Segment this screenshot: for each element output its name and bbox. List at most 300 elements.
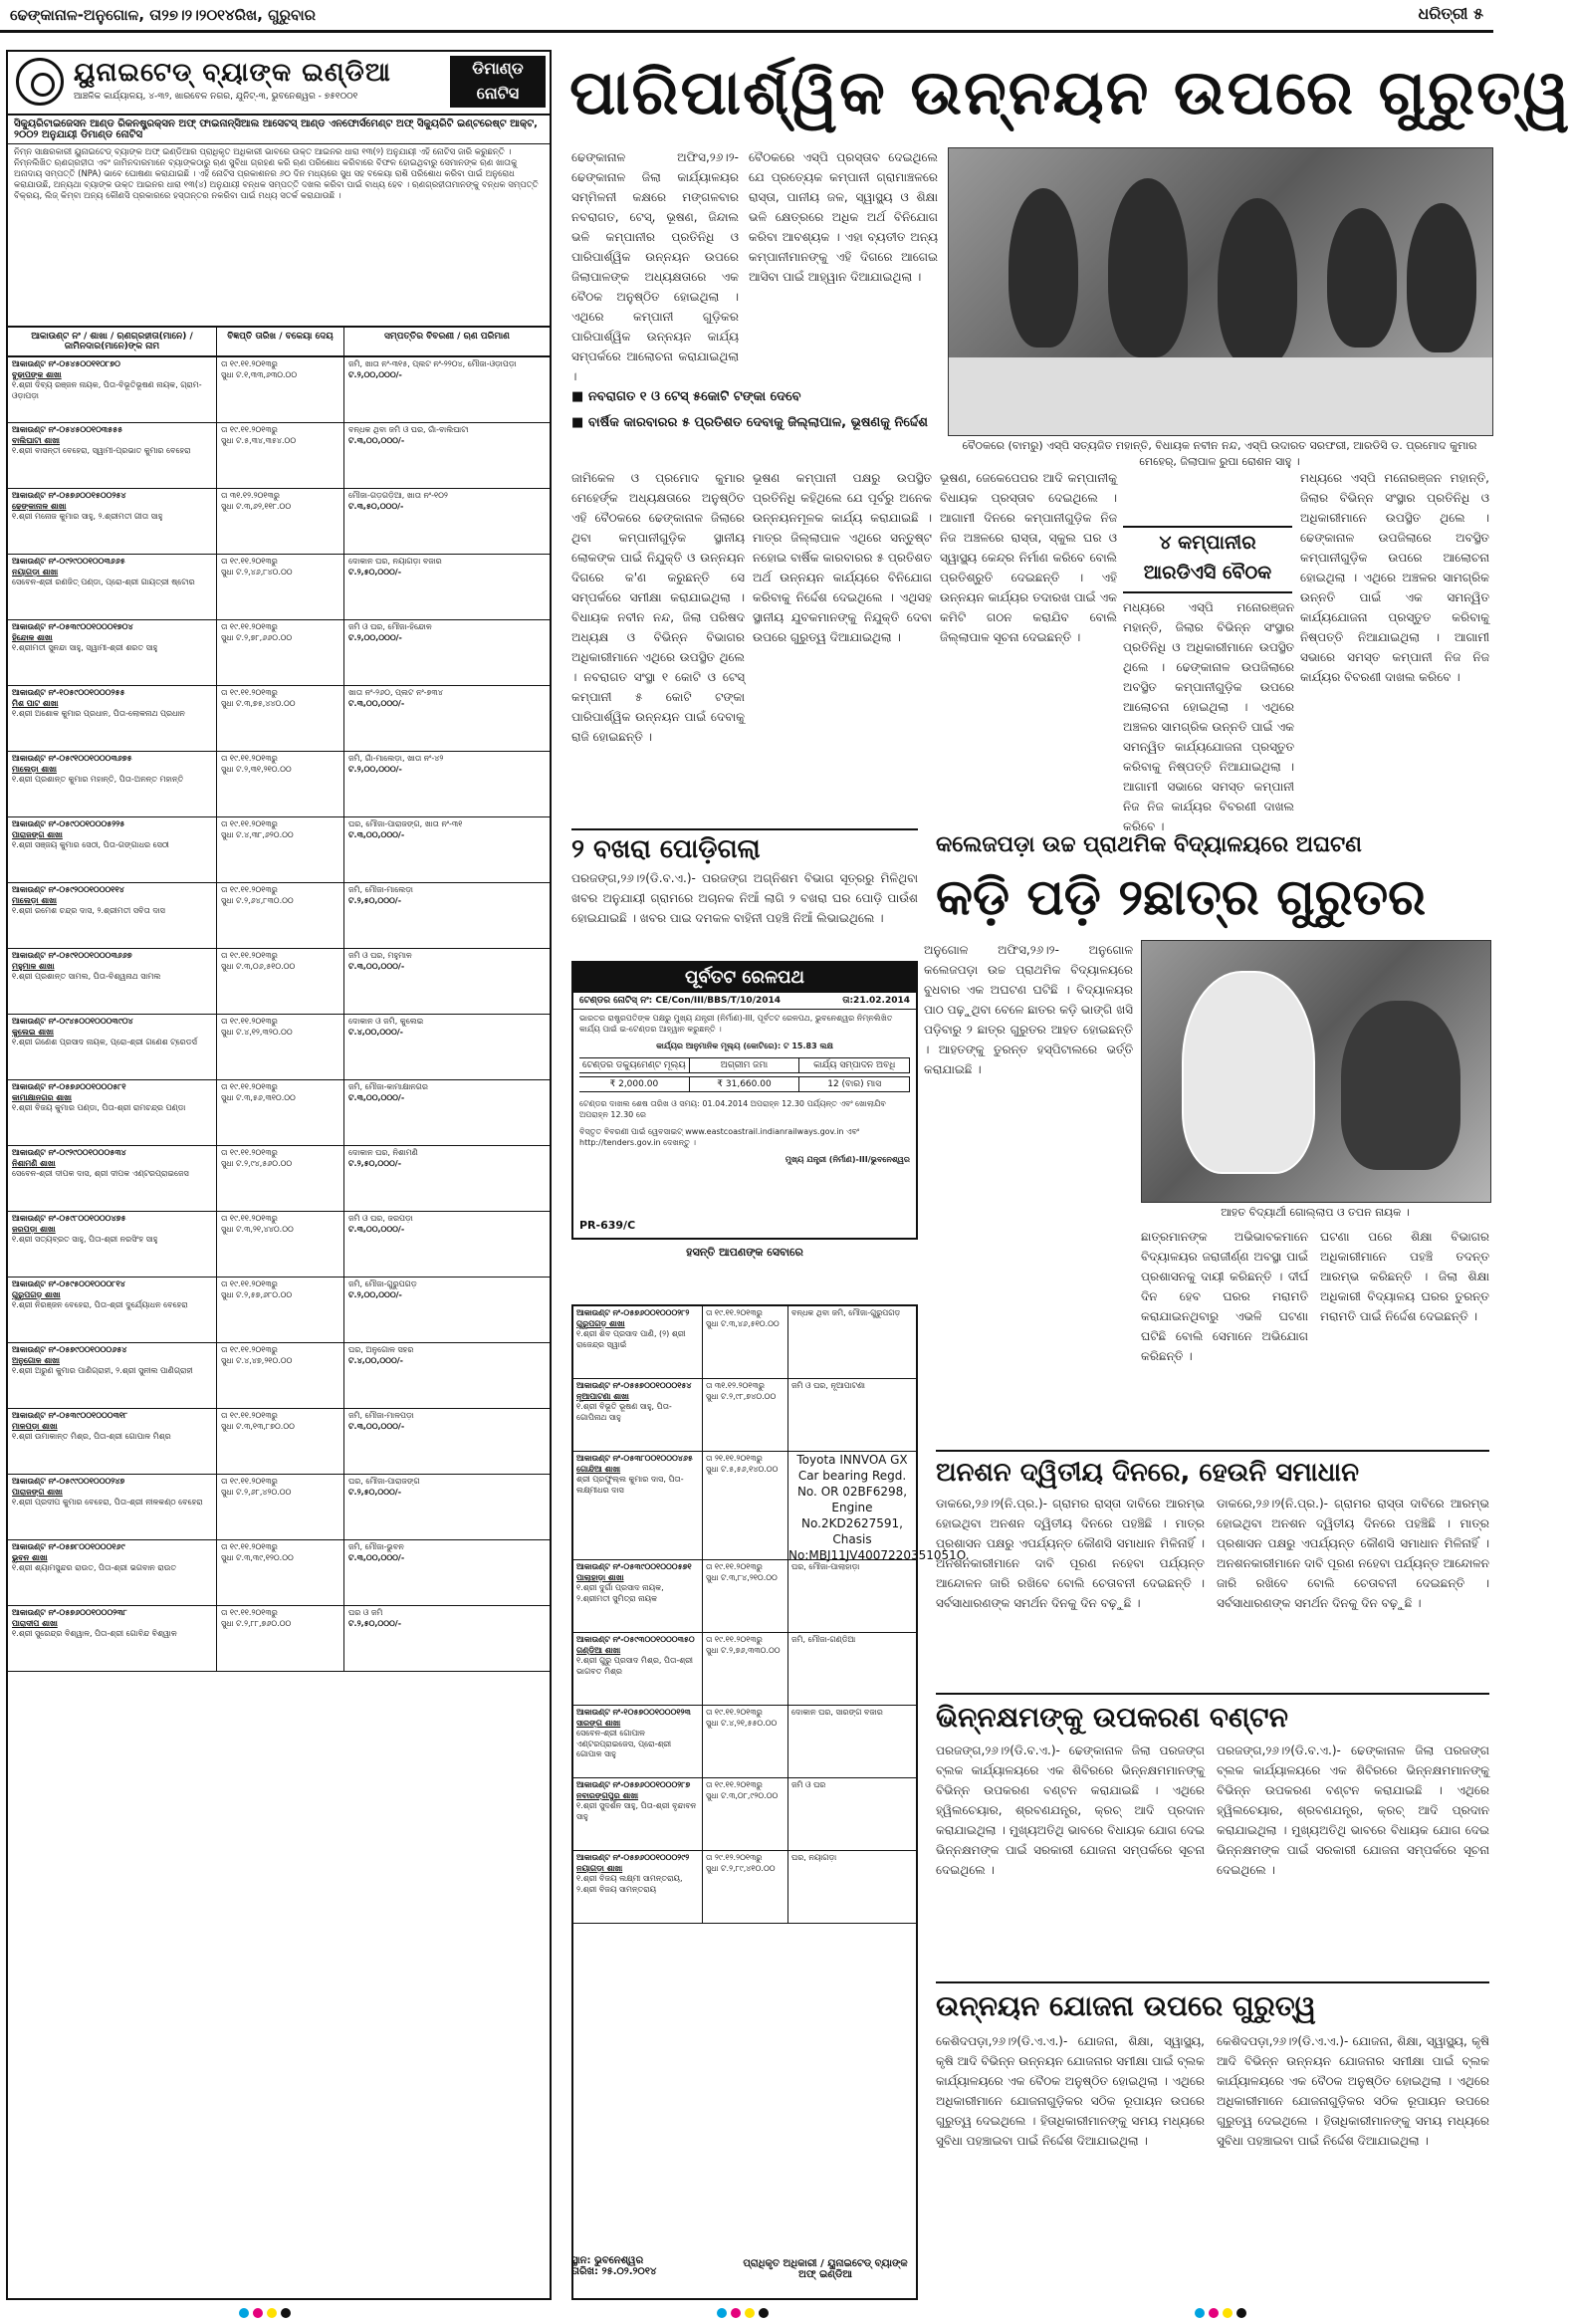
date-cell	[703, 1306, 788, 1378]
property-description: ଜମି, ଖାତା ନଂ-୩୧୫, ପ୍ଲଟ ନଂ-୨୨୦୪, ମୌଜା-ଓଡ଼ାପଡ଼ା	[348, 359, 517, 368]
railway-tender-notice	[571, 961, 918, 1240]
branch-name: ନୟାଗଡ଼ା ଶାଖା	[12, 567, 59, 577]
property-description: ଘର, ନୟାଗଡ଼ା	[791, 1853, 837, 1862]
story-four-company: ମଧ୍ୟରେ ଏସ୍ପି ମନୋରଞ୍ଜନ ମହାନ୍ତି, ଜିଲାର ବିଭିନ୍ନ ସଂସ୍ଥାର ପ୍ରତିନିଧି ଓ ଅଧିକାରୀମାନେ ଉପସ୍ଥିତ ଥିଲେ । ଢେଙ୍କାନାଳ ଉପଜିଲାରେ ଅବସ୍ଥିତ କମ୍ପାନୀଗୁଡ଼ିକ ଉପରେ ଆଲୋଚନା ହୋଇଥିଲା । ଏଥିରେ ଅଞ୍ଚଳର ସାମଗ୍ରିକ ଉନ୍ନତି ପାଇଁ ଏକ ସମନ୍ୱିତ କାର୍ଯ୍ୟଯୋଜନା ପ୍ରସ୍ତୁତ କରିବାକୁ ନିଷ୍ପତ୍ତି ନିଆଯାଇଥିଲା । ଆଗାମୀ ସଭାରେ ସମସ୍ତ କମ୍ପାନୀ ନିଜ ନିଜ କାର୍ଯ୍ୟର ବିବରଣୀ ଦାଖଲ କରିବେ ।	[1300, 471, 1489, 684]
date-cell	[217, 883, 344, 948]
account-cell	[573, 1851, 703, 1923]
account-number: ଆକାଉଣ୍ଟ ନଂ-୦୫୭୮୦୦୧୦୦୦୧୬୯	[12, 1542, 125, 1551]
notice-date: ତା ୩୧.୧୨.୨୦୧୩ରୁ	[221, 491, 280, 500]
tender-signer: ମୁଖ୍ୟ ଯନ୍ତ୍ରୀ (ନିର୍ମାଣ)-III/ଭୁବନେଶ୍ୱର	[785, 1155, 910, 1164]
demand-notice-badge	[450, 56, 546, 108]
notice-table-body	[8, 357, 550, 1672]
account-number: ଆକାଉଣ୍ଟ ନଂ-୦୫୩୯୦୦୧୦୦୦୫୭୧	[576, 1562, 692, 1571]
account-cell	[8, 1343, 217, 1408]
dues-amount: ସୁଧା ଟ.୫,୩୪,୩୫୪.୦୦	[221, 435, 297, 445]
notice-date: ତା ୧୯.୧୧.୨୦୧୩ରୁ	[706, 1562, 763, 1571]
property-cell	[344, 1606, 550, 1671]
notice-date: ତା ୧୯.୧୧.୨୦୧୩ରୁ	[706, 1308, 763, 1317]
account-cell	[573, 1379, 703, 1451]
table-row	[8, 949, 550, 1015]
account-cell	[573, 1560, 703, 1632]
property-description: ଘର, ମୌଜା-ପାଲାହାଡ଼ା	[791, 1562, 860, 1571]
branch-name: ବାଲିଘାଟା ଶାଖା	[12, 435, 61, 445]
notice-date: ତା ୧୯.୧୧.୨୦୧୩ରୁ	[221, 1608, 278, 1617]
account-number: ଆକାଉଣ୍ଟ ନଂ-୦୫୪୫୦୦୧୧୦୮୭୦	[12, 359, 120, 368]
notice-date: ତାରିଖ: ୨୫.୦୨.୨୦୧୪	[571, 2266, 657, 2277]
tender-cell: ଟେଣ୍ଡର ଡକ୍ୟୁମେଣ୍ଟ ମୂଲ୍ୟ	[579, 1058, 690, 1072]
page-header	[0, 0, 1493, 33]
column-header-property: ସମ୍ପତ୍ତିର ବିବରଣୀ / ଋଣ ପରିମାଣ	[384, 332, 510, 342]
account-cell	[8, 423, 217, 488]
property-cell	[344, 357, 550, 422]
account-number: ଆକାଉଣ୍ଟ ନଂ-୦୫୯୦୦୧୦୦୦୫୨୨୫	[12, 819, 125, 828]
notice-date: ତା ୧୯.୧୧.୨୦୧୩ରୁ	[221, 1477, 278, 1486]
borrower-names: ୧.ଶ୍ରୀ ଶିବ ପ୍ରସାଦ ପାଣି, (୨) ଶ୍ରୀ ରାଜେନ୍ଦ୍ର ସ୍ୱାଇଁ	[576, 1329, 686, 1349]
property-cell	[788, 1306, 916, 1378]
table-row	[8, 883, 550, 949]
account-cell	[8, 1080, 217, 1145]
registration-dot	[759, 2308, 769, 2318]
property-cell	[788, 1778, 916, 1850]
loan-amount: ଟ.୩,୦୦,୦୦୦/-	[348, 1092, 405, 1102]
branch-name: ଜରପଡ଼ା ଶାଖା	[12, 1224, 56, 1234]
tender-cost-table-head	[579, 1057, 910, 1073]
loan-amount: ଟ.୩,୦୦,୦୦୦/-	[348, 1224, 405, 1234]
property-cell	[344, 1278, 550, 1342]
date-cell	[217, 1146, 344, 1211]
dues-amount: ସୁଧା ଟ.୨,୮୯,୪୧୦.୦୦	[706, 1863, 776, 1873]
notice-date: ତା ୨୯.୧୨.୨୦୧୩ରୁ	[706, 1853, 763, 1862]
property-cell	[344, 489, 550, 554]
date-cell	[703, 1560, 788, 1632]
loan-amount: ଟ.୩,୫୦,୦୦୦/-	[348, 501, 404, 511]
loan-amount: ଟ.୨,୫୦,୦୦୦/-	[348, 1618, 402, 1628]
branch-name: ଗୁରୁପଗଡ଼ ଶାଖା	[12, 1289, 61, 1299]
disabled-headline: ଭିନ୍ନକ୍ଷମଙ୍କୁ ଉପକରଣ ବଣ୍ଟନ	[936, 1693, 1489, 1735]
disabled-story-col1: ପରଜଙ୍ଗ,୨୬।୨(ଡି.ବ.ଏ.)- ଢେଙ୍କାନାଳ ଜିଲା ପରଜଙ୍ଗ ବ୍ଲକ କାର୍ଯ୍ୟାଳୟରେ ଏକ ଶିବିରରେ ଭିନ୍ନକ୍ଷମମାନଙ୍କୁ ବିଭିନ୍ନ ଉପକରଣ ବଣ୍ଟନ କରାଯାଇଛି । ଏଥିରେ ହ୍ୱିଲଚେୟାର, ଶ୍ରବଣଯନ୍ତ୍ର, କ୍ରଚ୍ ଆଦି ପ୍ରଦାନ କରାଯାଇଥିଲା । ମୁଖ୍ୟଅତିଥି ଭାବରେ ବିଧାୟକ ଯୋଗ ଦେଇ ଭିନ୍ନକ୍ଷମଙ୍କ ପାଇଁ ସରକାରୀ ଯୋଜନା ସମ୍ପର୍କରେ ସୂଚନା ଦେଇଥିଲେ ।	[936, 1743, 1205, 1877]
tender-cost-table-values	[579, 1076, 910, 1092]
borrower-names: ୧.ଶ୍ରୀ ଦିବ୍ୟ ରଞ୍ଜନ ନାୟକ, ପିତା-ବିଭୂତିଭୂଷଣ ନାୟକ, ଗ୍ରାମ-ଓଡ଼ାପଡ଼ା	[12, 380, 202, 400]
date-cell	[703, 1706, 788, 1777]
borrower-names: ସେବେନ-ଶ୍ରୀ ଗୋପାଳ ଏଣ୍ଟରପ୍ରାଇଜେସ, ପ୍ରୋ-ଶ୍ରୀ ଗୋପାଳ ସାହୁ	[576, 1729, 672, 1758]
loan-amount: ଟ.୪,୦୦,୦୦୦/-	[348, 1355, 403, 1365]
dues-amount: ସୁଧା ଟ.୨,୯୪,୫୬୦.୦୦	[221, 1158, 293, 1168]
borrower-names: ଶ୍ରୀ ପ୍ରଫୁଲ୍ଲ କୁମାର ଦାସ, ପିତା-ଲକ୍ଷ୍ମୀଧର ଦାସ	[576, 1475, 684, 1495]
dues-amount: ସୁଧା ଟ.୪,୨୧,୫୫୦.୦୦	[706, 1718, 778, 1728]
account-number: ଆକାଉଣ୍ଟ ନଂ-୦୫୯୨୦୦୧୦୦୦୧୧୪	[12, 885, 124, 894]
property-description: ଦୋକାନ ଘର, ନିଶାମଣି	[348, 1148, 418, 1157]
dues-amount: ସୁଧା ଟ.୩,୭୫,୪୪୦.୦୦	[221, 698, 296, 708]
dues-amount: ସୁଧା ଟ.୩,୦୮,୯୨୦.୦୦	[706, 1790, 779, 1800]
dues-amount: ସୁଧା ଟ.୨,୬୮,୪୨୦.୦୦	[221, 1487, 292, 1497]
bank-demand-notice	[6, 50, 552, 2300]
property-description: ଜମି ଓ ଘର, ଜରପଡ଼ା	[348, 1214, 413, 1223]
branch-name: ଗୋନ୍ଦିଆ ଶାଖା	[576, 1464, 621, 1474]
school-story-cont1: ଛାତ୍ରମାନଙ୍କ ଅଭିଭାବକମାନେ ବିଦ୍ୟାଳୟର ଜରାଜୀର୍ଣ୍ଣ ଅବସ୍ଥା ପାଇଁ ପ୍ରଶାସନକୁ ଦାୟୀ କରିଛନ୍ତି । ଦୀର୍ଘ ଦିନ ହେବ ଘରର ମରାମତି କରାଯାଇନଥିବାରୁ ଏଭଳି ଘଟଣା ଘଟିଛି ବୋଲି ସେମାନେ ଅଭିଯୋଗ କରିଛନ୍ତି ।	[1141, 1230, 1308, 1363]
date-cell	[217, 817, 344, 882]
account-number: ଆକାଉଣ୍ଟ ନଂ-୦୫୭୬୦୦୧୦୦୦୨୮୭	[576, 1780, 691, 1789]
student-figure	[1341, 1001, 1460, 1170]
date-cell	[217, 555, 344, 619]
borrower-names: ୧.ଶ୍ରୀ ଅରୁଣ କୁମାର ପାଣିଗ୍ରାହୀ, ୨.ଶ୍ରୀ ସୁନୀଲ ପାଣିଗ୍ରାହୀ	[12, 1366, 193, 1375]
account-number: ଆକାଉଣ୍ଟ ନଂ-୦୫୩୯୦୦୧୦୦୦୧୭୦୪	[12, 622, 133, 631]
borrower-names: ୧.ଶ୍ରୀ ଗୁରୁ ପ୍ରସାଦ ମିଶ୍ର, ପିତା-ଶ୍ରୀ ଭାଗବତ ମିଶ୍ର	[576, 1656, 693, 1676]
meeting-table	[949, 357, 1492, 435]
tender-cell: କାର୍ଯ୍ୟ ସମ୍ପାଦନ ଅବଧି	[799, 1058, 910, 1072]
borrower-names: ସେବେନ-ଶ୍ରୀ ଦୀପକ ଦାସ, ଶ୍ରୀ ଦୀପକ ଏଣ୍ଟରପ୍ରାଇଜେସ	[12, 1169, 189, 1178]
table-row	[573, 1633, 916, 1706]
branch-name: ମହୁମାଳ ଶାଖା	[12, 961, 55, 971]
dues-amount: ସୁଧା ଟ.୪,୩୮,୬୨୦.୦୦	[221, 829, 294, 839]
table-row	[8, 620, 550, 686]
property-cell	[344, 817, 550, 882]
table-row	[573, 1452, 970, 1562]
injured-students-photo	[1141, 940, 1491, 1203]
fire-headline: ୨ ବଖରା ପୋଡ଼ିଗଲା	[571, 828, 918, 865]
table-row	[8, 357, 550, 423]
tender-deadline: ଟେଣ୍ଡର ଦାଖଲ ଶେଷ ତାରିଖ ଓ ସମୟ: 01.04.2014 ଅପରାହ୍ନ 12.30 ପର୍ଯ୍ୟନ୍ତ ଏବଂ ଖୋଲାଯିବ ଅପରାହ୍ନ 12.30 ରେ	[579, 1099, 886, 1119]
property-description: ଜମି ଓ ଘର, ମହୁମାଳ	[348, 951, 412, 960]
school-headline: କଡ଼ି ପଡ଼ି ୨ଛାତ୍ର ଗୁରୁତର	[936, 868, 1427, 926]
date-cell	[217, 489, 344, 554]
notice-table-header	[8, 328, 550, 357]
account-cell	[8, 1212, 217, 1277]
table-row	[8, 1475, 550, 1540]
branch-name: ମିଶ ପାଟ ଶାଖା	[12, 698, 59, 708]
notice-date: ତା ୧୯.୧୧.୨୦୧୩ରୁ	[221, 754, 278, 763]
account-cell	[8, 555, 217, 619]
development-story-col1: କେଶିଦପଡ଼ା,୨୬।୨(ଡି.ଏ.ଏ.)- ଯୋଜନା, ଶିକ୍ଷା, ସ୍ୱାସ୍ଥ୍ୟ, କୃଷି ଆଦି ବିଭିନ୍ନ ଉନ୍ନୟନ ଯୋଜନାର ସମୀକ୍ଷା ପାଇଁ ବ୍ଲକ କାର୍ଯ୍ୟାଳୟରେ ଏକ ବୈଠକ ଅନୁଷ୍ଠିତ ହୋଇଥିଲା । ଏଥିରେ ଅଧିକାରୀମାନେ ଯୋଜନାଗୁଡ଼ିକର ସଠିକ ରୂପାୟନ ଉପରେ ଗୁରୁତ୍ୱ ଦେଇଥିଲେ । ହିତାଧିକାରୀମାନଙ୍କୁ ସମୟ ମଧ୍ୟରେ ସୁବିଧା ପହଞ୍ଚାଇବା ପାଇଁ ନିର୍ଦ୍ଦେଶ ଦିଆଯାଇଥିଲା ।	[936, 2034, 1205, 2148]
railway-title: ପୂର୍ବତଟ ରେଳପଥ	[573, 963, 916, 993]
account-number: ଆକାଉଣ୍ଟ ନଂ-୦୫୯୩୦୦୧୦୦୦୩୫୦	[576, 1635, 695, 1644]
dues-amount: ସୁଧା ଟ.୨,୭୬,୩୩୦.୦୦	[706, 1645, 781, 1655]
account-number: ଆକାଉଣ୍ଟ ନଂ-୦୫୭୬୦୦୧୫୦୦୨୫୪	[12, 491, 126, 500]
borrower-names: ୧.ଶ୍ରୀ ପ୍ରଦୀପ କୁମାର ବେହେରା, ପିତା-ଶ୍ରୀ ନୀଳକଣ୍ଠ ବେହେରା	[12, 1498, 203, 1507]
table-row	[8, 817, 550, 883]
hunger-story-col2: ଡାକରେ,୨୬।୨(ନି.ପ୍ର.)- ଗ୍ରାମର ରାସ୍ତା ଦାବିରେ ଆରମ୍ଭ ହୋଇଥିବା ଅନଶନ ଦ୍ୱିତୀୟ ଦିନରେ ପହଞ୍ଚିଛି । ମାତ୍ର ପ୍ରଶାସନ ପକ୍ଷରୁ ଏପର୍ଯ୍ୟନ୍ତ କୌଣସି ସମାଧାନ ମିଳିନାହିଁ । ଅନଶନକାରୀମାନେ ଦାବି ପୂରଣ ନହେବା ପର୍ଯ୍ୟନ୍ତ ଆନ୍ଦୋଳନ ଜାରି ରଖିବେ ବୋଲି ଚେତାବନୀ ଦେଇଛନ୍ତି । ସର୍ବସାଧାରଣଙ୍କ ସମର୍ଥନ ଦିନକୁ ଦିନ ବଢ଼ୁଛି ।	[1217, 1497, 1489, 1610]
date-cell	[217, 1475, 344, 1539]
dues-amount: ସୁଧା ଟ.୩,୮୪,୨୧୦.୦୦	[706, 1572, 778, 1582]
table-row	[8, 1080, 550, 1146]
table-row	[573, 1379, 916, 1452]
registration-dot	[253, 2308, 263, 2318]
tender-pr-number: PR-639/C	[579, 1219, 636, 1232]
property-description: ଜମି ଓ ଘର, ମୌଜା-ହିନ୍ଦୋଳ	[348, 622, 432, 631]
main-headline: ପାରିପାର୍ଶ୍ୱିକ ଉନ୍ନୟନ ଉପରେ ଗୁରୁତ୍ୱ	[569, 56, 1571, 128]
registration-dot	[1223, 2308, 1233, 2318]
account-number: ଆକାଉଣ୍ଟ ନଂ-୦୫୯୧୦୦୧୦୦୦୩୬୭୫	[12, 754, 132, 763]
date-cell	[217, 1015, 344, 1079]
notice-date: ତା ୧୯.୧୧.୨୦୧୩ରୁ	[221, 622, 278, 631]
loan-amount: ଟ.୩,୦୦,୦୦୦/-	[348, 961, 405, 971]
person-figure	[1108, 178, 1188, 357]
tender-cell: ଅଗ୍ରୀମ ଜମା	[690, 1058, 800, 1072]
property-description: ବନ୍ଧକ ଥିବା ଜମି ଓ ଘର, ଗାଁ-ବାଲିଘାଟା	[348, 425, 469, 434]
borrower-names: ସେବେନ-ଶ୍ରୀ ରଣଜିତ୍ ପଣ୍ଡା, ପ୍ରୋ-ଶ୍ରୀ ଗାୟତ୍ରୀ ଷ୍ଟୋର	[12, 578, 195, 586]
property-description: ଜମି, ଗାଁ-ମାଲେଡ଼ା, ଖାତା ନଂ-୪୨	[348, 754, 444, 763]
notice-subtitle: ସିକ୍ୟୁରିଟାଇଜେସନ ଆଣ୍ଡ ରିକନଷ୍ଟ୍ରକ୍ସନ ଅଫ୍ ଫାଇନାନ୍ସିଆଲ ଆସେଟସ୍ ଆଣ୍ଡ ଏନଫୋର୍ସମେଣ୍ଟ ଅଫ୍ ସିକ୍ୟୁରିଟି ଇଣ୍ଟରେଷ୍ଟ ଆକ୍ଟ, ୨୦୦୨ ଅନୁଯାୟୀ ଡିମାଣ୍ଡ ନୋଟିସ	[8, 116, 550, 144]
person-figure	[1327, 208, 1397, 348]
person-figure	[1218, 198, 1297, 367]
dues-amount: ସୁଧା ଟ.୨,୪୬,୮୪୦.୦୦	[221, 567, 293, 577]
dues-amount: ସୁଧା ଟ.୨,୮୮,୭୬୦.୦୦	[221, 1618, 292, 1628]
property-description: ଜମି, ମୌଜା-ମାଲେଡ଼ା	[348, 885, 413, 894]
story-main-cont2: ଭୂଷଣ କମ୍ପାନୀ ପକ୍ଷରୁ ଉପସ୍ଥିତ ପ୍ରତିନିଧି କହିଥିଲେ ଯେ ପୂର୍ବରୁ ଅନେକ ଉନ୍ନୟନମୂଳକ କାର୍ଯ୍ୟ କରାଯାଇଛି । ମାତ୍ର ଜିଲ୍ଲାପାଳ ଏଥିରେ ସନ୍ତୁଷ୍ଟ ନହୋଇ ବାର୍ଷିକ କାରବାରର ୫ ପ୍ରତିଶତ ଅର୍ଥ ଉନ୍ନୟନ କାର୍ଯ୍ୟରେ ବିନିଯୋଗ କରିବାକୁ ନିର୍ଦ୍ଦେଶ ଦେଇଥିଲେ । ଏଥିସହ ସ୍ଥାନୀୟ ଯୁବକମାନଙ୍କୁ ନିଯୁକ୍ତି ଦେବା ଉପରେ ଗୁରୁତ୍ୱ ଦିଆଯାଇଥିଲା ।	[753, 471, 932, 644]
borrower-names: ୧.ଶ୍ରୀ ଗଣେଶ ପ୍ରସାଦ ନାୟକ, ପ୍ରୋ-ଶ୍ରୀ ଗଣେଶ ଟ୍ରେଡର୍ସ	[12, 1038, 197, 1046]
registration-dot	[267, 2308, 277, 2318]
tender-work-cost: କାର୍ଯ୍ୟର ଆନୁମାନିକ ମୂଲ୍ୟ (କୋଟିରେ): ଟ 15.83 ଲକ୍ଷ	[656, 1042, 833, 1050]
notice-header	[8, 52, 550, 116]
branch-name: ପାଲାହାଡ଼ା ଶାଖା	[576, 1572, 624, 1582]
dues-amount: ସୁଧା ଟ.୪,୪୭,୨୧୦.୦୦	[221, 1355, 293, 1365]
property-description: ଜମି, ମୌଜା-ମାଳପଡ଼ା	[348, 1411, 414, 1420]
account-number: ଆକାଉଣ୍ଟ ନଂ-୦୫୭୬୦୦୧୦୦୦୨୯୨	[576, 1853, 690, 1862]
property-description: ଜମି, ମୌଜା-ଗୁରୁପଗଡ଼	[348, 1279, 417, 1288]
account-cell	[8, 1015, 217, 1079]
borrower-names: ୧.ଶ୍ରୀ ରମେଶ ଚନ୍ଦ୍ର ଦାସ, ୨.ଶ୍ରୀମତୀ ସବିତା ଦାସ	[12, 906, 165, 915]
property-cell	[344, 1080, 550, 1145]
account-number: ଆକାଉଣ୍ଟ ନଂ-୦୫୯୯୦୦୧୦୦୦୨୪୭	[12, 1477, 125, 1486]
story-main-col2: ବୈଠକରେ ଏସ୍ପି ପ୍ରସ୍ତାବ ଦେଇଥିଲେ ଯେ ପ୍ରତ୍ୟେକ କମ୍ପାନୀ ଗ୍ରାମାଞ୍ଚଳରେ ରାସ୍ତା, ପାନୀୟ ଜଳ, ସ୍ୱାସ୍ଥ୍ୟ ଓ ଶିକ୍ଷା ଭଳି କ୍ଷେତ୍ରରେ ଅଧିକ ଅର୍ଥ ବିନିଯୋଗ କରିବା ଆବଶ୍ୟକ । ଏହା ବ୍ୟତୀତ ଅନ୍ୟ କମ୍ପାନୀମାନଙ୍କୁ ଏହି ଦିଗରେ ଆଗେଇ ଆସିବା ପାଇଁ ଆହ୍ୱାନ ଦିଆଯାଇଥିଲା ।	[749, 150, 938, 284]
borrower-names: ୧.ଶ୍ରୀ ବାସନ୍ତୀ ବେହେରା, ସ୍ୱାମୀ-ପ୍ରଭାତ କୁମାର ବେହେରା	[12, 446, 191, 455]
account-number: ଆକାଉଣ୍ଟ ନଂ-୦୯୨୯୦୦୧୦୦୩୬୬୫	[12, 557, 125, 566]
dues-amount: ସୁଧା ଟ.୩,୩୯,୧୨୦.୦୦	[221, 1552, 294, 1562]
tender-cell: ₹ 2,000.00	[579, 1077, 690, 1091]
account-cell	[8, 883, 217, 948]
story-main-col1: ଢେଙ୍କାନାଳ ଅଫିସ,୨୬।୨- ଢେଙ୍କାନାଳ ଜିଲା କାର୍ଯ୍ୟାଳୟର ସମ୍ମିଳନୀ କକ୍ଷରେ ମଙ୍ଗଳବାର ନବରାଗତ, ଟେସ୍, ଭୂଷଣ, ଜିନ୍ଦାଲ ଭଳି କମ୍ପାନୀର ପ୍ରତିନିଧି ଓ ପାରିପାର୍ଶ୍ୱିକ ଉନ୍ନୟନ ଉପରେ ଜିଲାପାଳଙ୍କ ଅଧ୍ୟକ୍ଷତାରେ ଏକ ବୈଠକ ଅନୁଷ୍ଠିତ ହୋଇଥିଲା । ଏଥିରେ କମ୍ପାନୀ ଗୁଡ଼ିକର ପାରିପାର୍ଶ୍ୱିକ ଉନ୍ନୟନ କାର୍ଯ୍ୟ ସମ୍ପର୍କରେ ଆଲୋଚନା କରାଯାଇଥିଲା ।	[571, 150, 739, 383]
dues-amount: ସୁଧା ଟ.୨,୫୭,୬୮୦.୦୦	[221, 1289, 293, 1299]
property-cell	[788, 1633, 916, 1705]
dues-amount: ସୁଧା ଟ.୨,୯୮,୭୪୦.୦୦	[706, 1391, 777, 1401]
school-story-cont2: ଘଟଣା ପରେ ଶିକ୍ଷା ବିଭାଗର ଅଧିକାରୀମାନେ ପହଞ୍ଚି ତଦନ୍ତ ଆରମ୍ଭ କରିଛନ୍ତି । ଜିଲା ଶିକ୍ଷା ଅଧିକାରୀ ବିଦ୍ୟାଳୟ ଘରର ତୁରନ୍ତ ମରାମତି ପାଇଁ ନିର୍ଦ୍ଦେଶ ଦେଇଛନ୍ତି ।	[1320, 1230, 1489, 1323]
hunger-story-col1: ଡାକରେ,୨୬।୨(ନି.ପ୍ର.)- ଗ୍ରାମର ରାସ୍ତା ଦାବିରେ ଆରମ୍ଭ ହୋଇଥିବା ଅନଶନ ଦ୍ୱିତୀୟ ଦିନରେ ପହଞ୍ଚିଛି । ମାତ୍ର ପ୍ରଶାସନ ପକ୍ଷରୁ ଏପର୍ଯ୍ୟନ୍ତ କୌଣସି ସମାଧାନ ମିଳିନାହିଁ । ଅନଶନକାରୀମାନେ ଦାବି ପୂରଣ ନହେବା ପର୍ଯ୍ୟନ୍ତ ଆନ୍ଦୋଳନ ଜାରି ରଖିବେ ବୋଲି ଚେତାବନୀ ଦେଇଛନ୍ତି । ସର୍ବସାଧାରଣଙ୍କ ସମର୍ଥନ ଦିନକୁ ଦିନ ବଢ଼ୁଛି ।	[936, 1497, 1205, 1610]
tender-intro: ଭାରତର ରାଷ୍ଟ୍ରପତିଙ୍କ ପକ୍ଷରୁ ମୁଖ୍ୟ ଯନ୍ତ୍ରୀ (ନିର୍ମାଣ)-III, ପୂର୍ବତଟ ରେଳପଥ, ଭୁବନେଶ୍ୱର ନିମ୍ନଲିଖିତ କାର୍ଯ୍ୟ ପାଇଁ ଇ-ଟେଣ୍ଡର ଆହ୍ୱାନ କରୁଛନ୍ତି ।	[579, 1014, 893, 1034]
loan-amount: ଟ.୨,୫୦,୦୦୦/-	[348, 895, 402, 905]
notice-date: ତା ୨୧.୧୧.୨୦୧୩ରୁ	[706, 1454, 763, 1463]
rail-footer-line: ହସନ୍ତି ଆପଣଙ୍କ ସେବାରେ	[686, 1246, 803, 1259]
notice-date: ତା ୧୯.୧୧.୨୦୧୩ରୁ	[221, 1279, 278, 1288]
notice-date: ତା ୩୧.୧୨.୨୦୧୩ରୁ	[706, 1381, 765, 1390]
notice-date: ତା ୧୯.୧୧.୨୦୧୩ରୁ	[221, 1082, 278, 1091]
account-cell	[8, 817, 217, 882]
bank-logo-icon	[16, 58, 64, 106]
property-cell	[344, 423, 550, 488]
dues-amount: ସୁଧା ଟ.୩,୨୧,୪୪୦.୦୦	[221, 1224, 294, 1234]
branch-name: ବୁଢ଼ାପଙ୍କ ଶାଖା	[12, 369, 62, 379]
notice-date: ତା ୧୯.୧୧.୨୦୧୩ରୁ	[221, 1214, 278, 1223]
account-number: ଆକାଉଣ୍ଟ ନଂ-୦୫୩୮୦୦୧୦୦୦୪୬୫	[576, 1454, 693, 1463]
date-cell	[217, 1540, 344, 1605]
registration-dot	[281, 2308, 291, 2318]
table-row	[8, 686, 550, 752]
account-cell	[573, 1633, 703, 1705]
table-row	[8, 1409, 550, 1475]
dues-amount: ସୁଧା ଟ.୩,୦୬,୫୧୦.୦୦	[221, 961, 296, 971]
table-row	[8, 423, 550, 489]
loan-amount: ଟ.୨,୦୦,୦୦୦/-	[348, 632, 402, 642]
notice-date: ତା ୧୯.୧୧.୨୦୧୩ରୁ	[221, 951, 278, 960]
account-cell	[8, 949, 217, 1014]
notice-date: ତା ୧୯.୧୧.୨୦୧୩ରୁ	[221, 885, 278, 894]
branch-name: ପାରାଜଙ୍ଗ ଶାଖା	[12, 829, 63, 839]
account-number: ଆକାଉଣ୍ଟ ନଂ-୦୫୩୯୦୦୧୦୦୦୩୧୮	[12, 1411, 128, 1420]
story-main-cont1: ଜାମିକେଳ ଓ ପ୍ରମୋଦ କୁମାର ମେହେର୍ଙ୍କ ଅଧ୍ୟକ୍ଷତାରେ ଅନୁଷ୍ଠିତ ଏହି ବୈଠକରେ ଢେଙ୍କାନାଳ ଜିଲାରେ ଥିବା କମ୍ପାନୀଗୁଡ଼ିକ ସ୍ଥାନୀୟ ଲୋକଙ୍କ ପାଇଁ ନିଯୁକ୍ତି ଓ ଉନ୍ନୟନ ଦିଗରେ କ'ଣ କରୁଛନ୍ତି ସେ ସମ୍ପର୍କରେ ସମୀକ୍ଷା କରାଯାଇଥିଲା । ବିଧାୟକ ନବୀନ ନନ୍ଦ, ଜିଲା ପରିଷଦ ଅଧ୍ୟକ୍ଷ ଓ ବିଭିନ୍ନ ବିଭାଗର ଅଧିକାରୀମାନେ ଏଥିରେ ଉପସ୍ଥିତ ଥିଲେ । ନବରାଗତ ସଂସ୍ଥା ୧ କୋଟି ଓ ଟେସ୍ କମ୍ପାନୀ ୫ କୋଟି ଟଙ୍କା ପାରିପାର୍ଶ୍ୱିକ ଉନ୍ନୟନ ପାଇଁ ଦେବାକୁ ରାଜି ହୋଇଛନ୍ତି ।	[571, 471, 745, 744]
account-number: ଆକାଉଣ୍ଟ ନଂ-୦୯୨୯୦୦୧୦୦୦୫୩୪	[12, 1148, 126, 1157]
property-description: ବନ୍ଧକ ଥିବା ଜମି, ମୌଜା-ଗୁରୁପଗଡ଼	[791, 1308, 901, 1317]
notice-date: ତା ୧୯.୧୧.୨୦୧୩ରୁ	[221, 359, 278, 368]
property-cell	[788, 1379, 916, 1451]
notice-date: ତା ୧୯.୧୧.୨୦୧୩ରୁ	[221, 1148, 278, 1157]
tender-number-row	[573, 993, 916, 1010]
notice-date: ତା ୧୯.୧୧.୨୦୧୩ରୁ	[706, 1635, 763, 1644]
dues-amount: ସୁଧା ଟ.୧,୩୩,୬୩୦.୦୦	[221, 369, 298, 379]
account-number: ଆକାଉଣ୍ଟ ନଂ-୦୫୯୧୦୦୧୦୦୦୩୬୬୭	[12, 951, 132, 960]
property-cell	[788, 1851, 916, 1923]
account-cell	[8, 1475, 217, 1539]
property-description: ଘର, ଅନୁଗୋଳ ସହର	[348, 1345, 414, 1354]
dues-amount: ସୁଧା ଟ.୨,୭୮,୬୬୦.୦୦	[221, 632, 293, 642]
property-description: ଜମି, ମୌଜା-ଗଣ୍ଡିଆ	[791, 1635, 856, 1644]
loan-amount: ଟ.୨,୦୦,୦୦୦/-	[348, 369, 402, 379]
borrower-names: ୧.ଶ୍ରୀ ବିଜୟ କୁମାର ପଣ୍ଡା, ପିତା-ଶ୍ରୀ ରାମଚନ୍ଦ୍ର ପଣ୍ଡା	[12, 1103, 186, 1112]
registration-dot	[239, 2308, 249, 2318]
dues-amount: ସୁଧା ଟ.୩,୬୨,୧୧୮.୦୦	[221, 501, 292, 511]
account-number: ଆକାଉଣ୍ଟ ନଂ-୦୯୪୫୦୦୧୦୦୦୩୯୦୪	[12, 1017, 133, 1026]
property-cell	[344, 1540, 550, 1605]
bank-name: ୟୁନାଇଟେଡ୍ ବ୍ୟାଙ୍କ ଇଣ୍ଡିଆ	[74, 58, 391, 88]
notice-table-continued	[571, 1304, 970, 2300]
development-headline: ଉନ୍ନୟନ ଯୋଜନା ଉପରେ ଗୁରୁତ୍ୱ	[936, 1981, 1489, 2023]
property-cell	[344, 883, 550, 948]
branch-name: ନୟାଗଡ଼ା ଶାଖା	[576, 1863, 623, 1873]
highlight-item: ■ ବାର୍ଷିକ କାରବାରର ୫ ପ୍ରତିଶତ ଦେବାକୁ ଜିଲ୍ଲାପାଳ, ଭୂଷଣକୁ ନିର୍ଦ୍ଦେଶ	[571, 410, 940, 436]
borrower-names: ୧.ଶ୍ରୀମତୀ ସୁନନ୍ଦା ସାହୁ, ସ୍ୱାମୀ-ଶ୍ରୀ ଶରତ ସାହୁ	[12, 643, 158, 652]
dues-amount: ସୁଧା ଟ.୨,୩୧,୨୧୦.୦୦	[221, 764, 292, 774]
borrower-names: ୧.ଶ୍ରୀ ସଞ୍ଜୟ କୁମାର ସେଠୀ, ପିତା-ଗଙ୍ଗାଧର ସେଠୀ	[12, 840, 169, 849]
property-cell	[344, 686, 550, 751]
registration-dot	[717, 2308, 727, 2318]
account-cell	[573, 1306, 703, 1378]
notice-date: ତା ୧୯.୧୧.୨୦୧୩ରୁ	[221, 819, 278, 828]
account-cell	[8, 752, 217, 816]
account-number: ଆକାଉଣ୍ଟ ନଂ-୦୫୯୫୦୦୧୦୦୦୮୧୪	[12, 1279, 125, 1288]
story-main-cont3: ଭୂଷଣ, ଜେକେପେପର ଆଦି କମ୍ପାନୀକୁ ବିଧାୟକ ପ୍ରସ୍ତାବ ଦେଇଥିଲେ । ଆଗାମୀ ଦିନରେ କମ୍ପାନୀଗୁଡ଼ିକ ନିଜ ନିଜ ଅଞ୍ଚଳରେ ରାସ୍ତା, ସ୍କୁଲ ଘର ଓ ସ୍ୱାସ୍ଥ୍ୟ କେନ୍ଦ୍ର ନିର୍ମାଣ କରିବେ ବୋଲି ପ୍ରତିଶ୍ରୁତି ଦେଇଛନ୍ତି । ଏହି ଉନ୍ନୟନ କାର୍ଯ୍ୟର ତଦାରଖ ପାଇଁ ଏକ କମିଟି ଗଠନ କରାଯିବ ବୋଲି ଜିଲ୍ଲାପାଳ ସୂଚନା ଦେଇଛନ୍ତି ।	[940, 471, 1117, 644]
property-cell	[344, 555, 550, 619]
vehicle-description: Toyota INNVOA GX Car bearing Regd. No. OR 02BF6298, Engine No.2KD2627591, Chasis No:MBJ11JV4007220351051O.	[788, 1453, 970, 1562]
property-description: ଦୋକାନ ଘର, ସାରଙ୍ଗ ବଜାର	[791, 1708, 883, 1717]
table-row	[8, 1540, 550, 1606]
branch-name: ମାଲେଡ଼ା ଶାଖା	[12, 764, 57, 774]
account-cell	[8, 686, 217, 751]
date-cell	[217, 423, 344, 488]
property-cell	[344, 1475, 550, 1539]
loan-amount: ଟ.୨,୫୦,୦୦୦/-	[348, 567, 402, 577]
registration-dot	[731, 2308, 741, 2318]
table-row	[8, 1146, 550, 1212]
notice-date: ତା ୧୯.୧୧.୨୦୧୩ରୁ	[221, 1542, 278, 1551]
dues-amount: ସୁଧା ଟ.୪,୧୨,୩୨୦.୦୦	[221, 1027, 293, 1037]
person-figure	[1407, 203, 1476, 352]
branch-name: ପାରାଦୀପ ଶାଖା	[12, 1618, 58, 1628]
loan-amount: ଟ.୨,୫୦,୦୦୦/-	[348, 1487, 402, 1497]
date-cell	[217, 1343, 344, 1408]
date-cell	[217, 620, 344, 685]
bank-address: ଆଞ୍ଚଳିକ କାର୍ଯ୍ୟାଳୟ, ୪-୩୨, ଖାରବେଳ ନଗର, ଯୁନିଟ୍-୩, ଭୁବନେଶ୍ୱର - ୭୫୧୦୦୧	[74, 92, 358, 102]
property-cell	[344, 1212, 550, 1277]
table-row	[8, 1343, 550, 1409]
dues-amount: ସୁଧା ଟ.୩,୧୩,୮୭୦.୦୦	[221, 1421, 295, 1431]
borrower-names: ୧.ଶ୍ରୀ ଉମାକାନ୍ତ ମିଶ୍ର, ପିତା-ଶ୍ରୀ ଗୋପାଳ ମିଶ୍ର	[12, 1432, 171, 1441]
school-story: ଅନୁଗୋଳ ଅଫିସ,୨୬।୨- ଅନୁଗୋଳ କଲେଜପଡ଼ା ଉଚ୍ଚ ପ୍ରାଥମିକ ବିଦ୍ୟାଳୟରେ ବୁଧବାର ଏକ ଅଘଟଣ ଘଟିଛି । ବିଦ୍ୟାଳୟର ପାଠ ପଢ଼ୁଥିବା ବେଳେ ଛାତର କଡ଼ି ଭାଙ୍ଗି ଖସି ପଡ଼ିବାରୁ ୨ ଛାତ୍ର ଗୁରୁତର ଆହତ ହୋଇଛନ୍ତି । ଆହତଙ୍କୁ ତୁରନ୍ତ ହସ୍ପିଟାଲରେ ଭର୍ତ୍ତି କରାଯାଇଛି ।	[924, 943, 1133, 1076]
date-cell	[217, 1212, 344, 1277]
property-cell	[788, 1560, 916, 1632]
loan-amount: ଟ.୪,୦୦,୦୦୦/-	[348, 1027, 403, 1037]
account-cell	[8, 489, 217, 554]
property-cell	[344, 752, 550, 816]
registration-dot	[1209, 2308, 1219, 2318]
branch-name: ପାରାଜଙ୍ଗ ଶାଖା	[12, 1487, 63, 1497]
date-cell	[217, 1278, 344, 1342]
four-company-box	[1123, 526, 1292, 593]
date-cell	[703, 1379, 788, 1451]
account-cell	[8, 1146, 217, 1211]
column-header-account: ଆକାଉଣ୍ଟ ନଂ / ଶାଖା / ଋଣଗ୍ରହୀତା(ମାନେ) / ଜାମିନଦାର(ମାନେ)ଙ୍କ ନାମ	[8, 328, 217, 355]
property-cell	[788, 1452, 970, 1562]
branch-name: ମାଲେଡ଼ା ଶାଖା	[12, 895, 57, 905]
account-cell	[8, 1409, 217, 1474]
meeting-photo-caption: ବୈଠକରେ (ବାମରୁ) ଏସ୍ପି ସତ୍ୟଜିତ ମହାନ୍ତି, ବିଧାୟକ ନବୀନ ନନ୍ଦ, ଏସ୍ପି ଉଦାରତ ସରଫରୀ, ଆରଡିସି ଡ. ପ୍ରମୋଦ କୁମାର ମେହେର୍, ଜିଲାପାଳ ରୁପା ରୋଶନ ସାହୁ ।	[962, 439, 1477, 468]
disabled-story-col2: ପରଜଙ୍ଗ,୨୬।୨(ଡି.ବ.ଏ.)- ଢେଙ୍କାନାଳ ଜିଲା ପରଜଙ୍ଗ ବ୍ଲକ କାର୍ଯ୍ୟାଳୟରେ ଏକ ଶିବିରରେ ଭିନ୍ନକ୍ଷମମାନଙ୍କୁ ବିଭିନ୍ନ ଉପକରଣ ବଣ୍ଟନ କରାଯାଇଛି । ଏଥିରେ ହ୍ୱିଲଚେୟାର, ଶ୍ରବଣଯନ୍ତ୍ର, କ୍ରଚ୍ ଆଦି ପ୍ରଦାନ କରାଯାଇଥିଲା । ମୁଖ୍ୟଅତିଥି ଭାବରେ ବିଧାୟକ ଯୋଗ ଦେଇ ଭିନ୍ନକ୍ଷମଙ୍କ ପାଇଁ ସରକାରୀ ଯୋଜନା ସମ୍ପର୍କରେ ସୂଚନା ଦେଇଥିଲେ ।	[1217, 1743, 1489, 1877]
account-number: ଆକାଉଣ୍ଟ ନଂ-୧୦୫୯୦୦୧୦୦୦୨୫୫	[12, 688, 125, 697]
table-row	[573, 1306, 916, 1379]
date-cell	[217, 1080, 344, 1145]
meeting-photo	[948, 147, 1493, 436]
property-description: ଘର ଓ ଜମି	[348, 1608, 383, 1617]
table-row	[573, 1560, 916, 1633]
fire-story: ପରଜଙ୍ଗ,୨୬।୨(ଡି.ବ.ଏ.)- ପରଜଙ୍ଗ ଅଗ୍ନିଶମ ବିଭାଗ ସୂତ୍ରରୁ ମିଳିଥିବା ଖବର ଅନୁଯାୟୀ ଗ୍ରାମରେ ଅଚାନକ ନିଆଁ ଲାଗି ୨ ବଖରା ଘର ପୋଡ଼ି ପାଉଁଶ ହୋଇଯାଇଛି । ଖବର ପାଇ ଦମକଳ ବାହିନୀ ପହଞ୍ଚି ନିଆଁ ଲିଭାଇଥିଲେ ।	[571, 871, 918, 925]
dues-amount: ସୁଧା ଟ.୩,୫୬,୩୧୦.୦୦	[221, 1092, 296, 1102]
account-number: ଆକାଉଣ୍ଟ ନଂ-୧୦୫୭୦୦୧୦୦୦୧୨୩	[576, 1708, 691, 1717]
property-cell	[344, 1146, 550, 1211]
loan-amount: ଟ.୩,୦୦,୦୦୦/-	[348, 1421, 405, 1431]
property-description: ଜମି, ମୌଜା-ଭୁବନ	[348, 1542, 404, 1551]
borrower-names: ୧.ଶ୍ରୀ ଅଶୋକ କୁମାର ପ୍ରଧାନ, ପିତା-ଲୋକନାଥ ପ୍ରଧାନ	[12, 709, 185, 718]
date-cell	[217, 752, 344, 816]
branch-name: ଢେଙ୍କାନାଳ ଶାଖା	[12, 501, 67, 511]
loan-amount: ଟ.୨,୦୦,୦୦୦/-	[348, 1289, 402, 1299]
loan-amount: ଟ.୩,୦୦,୦୦୦/-	[348, 698, 405, 708]
story-four-company-cont: ମଧ୍ୟରେ ଏସ୍ପି ମନୋରଞ୍ଜନ ମହାନ୍ତି, ଜିଲାର ବିଭିନ୍ନ ସଂସ୍ଥାର ପ୍ରତିନିଧି ଓ ଅଧିକାରୀମାନେ ଉପସ୍ଥିତ ଥିଲେ । ଢେଙ୍କାନାଳ ଉପଜିଲାରେ ଅବସ୍ଥିତ କମ୍ପାନୀଗୁଡ଼ିକ ଉପରେ ଆଲୋଚନା ହୋଇଥିଲା । ଏଥିରେ ଅଞ୍ଚଳର ସାମଗ୍ରିକ ଉନ୍ନତି ପାଇଁ ଏକ ସମନ୍ୱିତ କାର୍ଯ୍ୟଯୋଜନା ପ୍ରସ୍ତୁତ କରିବାକୁ ନିଷ୍ପତ୍ତି ନିଆଯାଇଥିଲା । ଆଗାମୀ ସଭାରେ ସମସ୍ତ କମ୍ପାନୀ ନିଜ ନିଜ କାର୍ଯ୍ୟର ବିବରଣୀ ଦାଖଲ କରିବେ ।	[1123, 600, 1294, 833]
table-row	[573, 1706, 916, 1778]
account-number: ଆକାଉଣ୍ଟ ନଂ-୦୫୭୯୦୦୧୦୦୦୬୫୪	[12, 1345, 127, 1354]
account-number: ଆକାଉଣ୍ଟ ନଂ-୦୫୯୮୦୦୧୦୦୦୪୭୫	[12, 1214, 126, 1223]
registration-dot	[1195, 2308, 1205, 2318]
person-figure	[1009, 188, 1078, 348]
date-cell	[217, 1606, 344, 1671]
borrower-names: ୧.ଶ୍ରୀ ସତ୍ୟବ୍ରତ ସାହୁ, ପିତା-ଶ୍ରୀ ନରସିଂହ ସାହୁ	[12, 1235, 158, 1244]
notice-place: ସ୍ଥାନ: ଭୁବନେଶ୍ୱର	[571, 2255, 644, 2266]
account-cell	[8, 1606, 217, 1671]
branch-name: ମାଳପଡ଼ା ଶାଖା	[12, 1421, 58, 1431]
column-header-date: ବିଜ୍ଞପ୍ତି ତାରିଖ / ବକେୟା ଦେୟ	[217, 328, 344, 355]
property-cell	[344, 949, 550, 1014]
date-cell	[703, 1778, 788, 1850]
four-company-title: ୪ କମ୍ପାନୀର	[1159, 532, 1256, 554]
notice-date: ତା ୧୯.୧୧.୨୦୧୩ରୁ	[221, 1017, 278, 1026]
dues-amount: ସୁଧା ଟ.୩,୪୬,୫୧୦.୦୦	[706, 1318, 780, 1328]
demand-label: ଡିମାଣ୍ଡ	[472, 59, 524, 78]
date-cell	[217, 949, 344, 1014]
